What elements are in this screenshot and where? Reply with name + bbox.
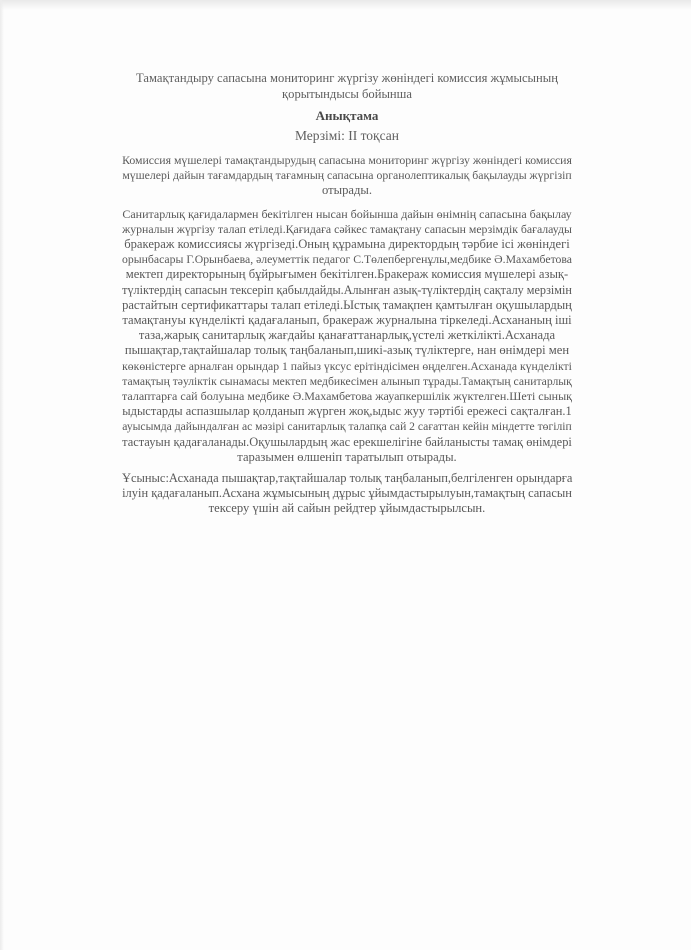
header-line-1: Тамақтандыру сапасына мониторинг жүргізу жөніндегі комиссия жұмысының bbox=[136, 71, 558, 85]
body-line: талаптарға сай болуына медбике Ә.Махамбетова жауапкершілік жүктелген.Шеті сынық bbox=[122, 389, 572, 404]
body-line: журналын жүргізу талап етіледі.Қағидаға сәйкес тамақтану сапасын мерзімдік бағалауды bbox=[122, 221, 572, 236]
scan-left-edge bbox=[0, 0, 4, 950]
body-line: растайтын сертификаттары талап етіледі.Ыстық тамақпен қамтылған оқушылардың bbox=[122, 297, 572, 312]
document-term: Мерзімі: II тоқсан bbox=[294, 128, 399, 143]
recommendation-line: Ұсыныс:Асханада пышақтар,тақтайшалар толық таңбаланып,белгіленген орындарға bbox=[122, 471, 573, 486]
body-line: мектеп директорының бұйрығымен бекітілген.Бракераж комиссия мүшелері азық- bbox=[125, 267, 569, 282]
intro-paragraph bbox=[122, 153, 572, 199]
body-line: Санитарлық қағидалармен бекітілген нысан бойынша дайын өнімнің сапасына бақылау bbox=[122, 206, 572, 221]
recommendation-line: ілуін қадағаланып.Асхана жұмысының дұрыс ұйымдастырылуын,тамақтың сапасын bbox=[122, 486, 572, 501]
recommendation-paragraph bbox=[122, 471, 572, 517]
body-paragraph bbox=[122, 207, 572, 465]
body-line: бракераж комиссиясы жүргізеді.Оның құрамына директордың тәрбие ісі жөніндегі bbox=[124, 237, 570, 252]
body-line: таразымен өлшеніп таратылып отырады. bbox=[237, 449, 457, 464]
intro-line: отырады. bbox=[322, 183, 372, 198]
body-line: түліктердің сапасын тексеріп қабылдайды.Алынған азық-түліктердің сақталу мерзімін bbox=[122, 282, 572, 297]
document-header bbox=[122, 70, 572, 102]
document-content bbox=[122, 70, 572, 517]
body-line: ауысымда дайындалған ас мәзірі санитарлық талапқа сай 2 сағаттан кейін міндетте төгіліп bbox=[122, 420, 572, 434]
document-title: Анықтама bbox=[315, 108, 379, 123]
body-line: ыдыстарды аспазшылар қолданып жүрген жоқ,ыдыс жуу тәртібі ережесі сақталған.1 bbox=[122, 404, 572, 419]
body-line: таза,жарық санитарлық жағдайы қанағаттанарлық,үстелі жеткілікті.Асханада bbox=[138, 328, 556, 343]
header-line-2: қорытындысы бойынша bbox=[282, 87, 412, 101]
body-line: тамақтануы күнделікті қадағаланып, бракераж журналына тіркеледі.Асхананың іші bbox=[122, 313, 572, 328]
body-line: көкөністерге арналған орындар 1 пайыз үксус ерітіндісімен өңделген.Асханада күнделікті bbox=[122, 359, 572, 373]
intro-line: Комиссия мүшелері тамақтандырудың сапасына мониторинг жүргізу жөніндегі комиссия bbox=[122, 153, 572, 167]
body-line: орынбасары Г.Орынбаева, әлеуметтік педагог С.Төлепбергенұлы,медбике Ә.Махамбетова bbox=[122, 253, 573, 267]
body-line: тастауын қадағаланады.Оқушылардың жас ерекшелігіне байланысты тамақ өнімдері bbox=[122, 434, 572, 449]
body-line: пышақтар,тақтайшалар толық таңбаланып,шикі-азық түліктерге, нан өнімдері мен bbox=[124, 343, 570, 358]
intro-line: мүшелері дайын тағамдардың тағамның сапасына органолептикалық бақылауды жүргізіп bbox=[122, 169, 572, 183]
scan-top-edge bbox=[0, 0, 691, 10]
recommendation-line: тексеру үшін ай сайын рейдтер ұйымдастырылсын. bbox=[208, 501, 486, 516]
body-line: тамақтың тәуліктік сынамасы мектеп медбикесімен алынып тұрады.Тамақтың санитарлық bbox=[122, 374, 572, 388]
